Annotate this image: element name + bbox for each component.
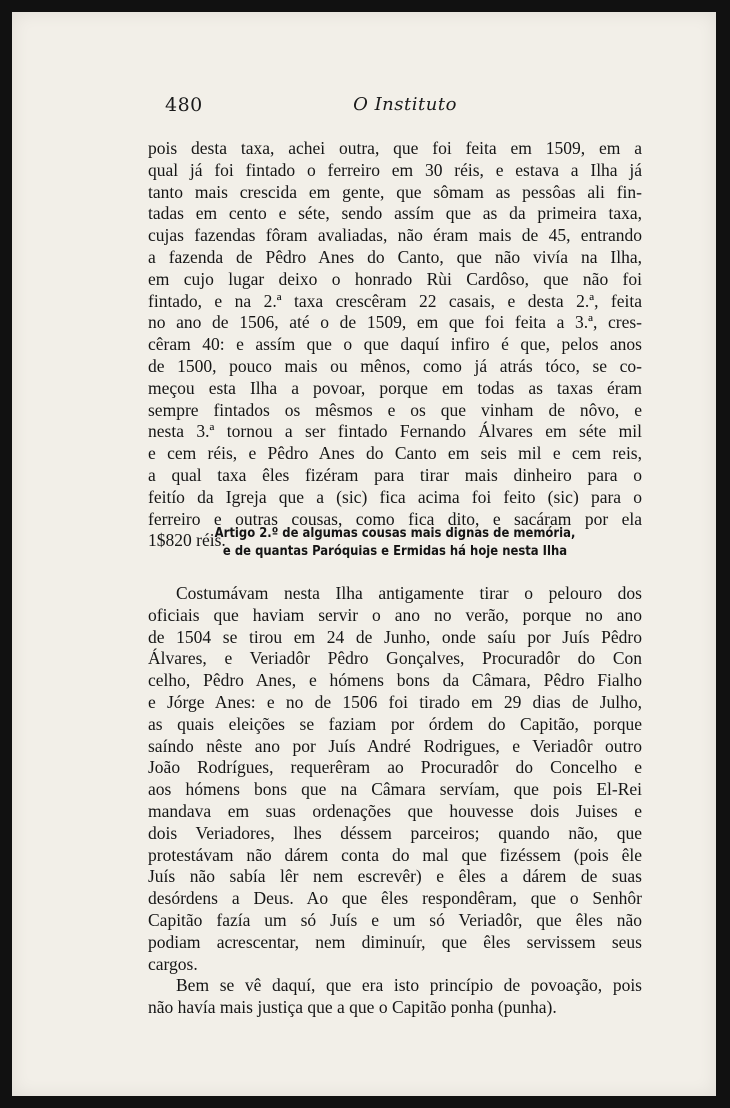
journal-title: O Instituto [353, 94, 457, 115]
text-line: Capitão fazía um só Juís e um só Veriadôr, que êles não [148, 909, 642, 930]
text-line: tanto mais crescida em gente, que sômam as pessôas ali fin- [148, 181, 642, 202]
text-line: pois desta taxa, achei outra, que foi feita em 1509, em a [148, 138, 642, 158]
text-line: Bem se vê daquí, que era isto princípio de povoação, pois [176, 975, 642, 996]
text-line: cujas fazendas fôram avaliadas, não éram mais de 45, entrando [148, 225, 642, 246]
text-line: tadas em cento e séte, sendo assím que as da primeira taxa, [148, 203, 642, 224]
heading-line: e de quantas Paróquias e Ermidas há hoje nesta Ilha [222, 543, 568, 559]
text-line: fintado, e na 2.ª taxa crescêram 22 casais, e desta 2.ª, feita [148, 290, 642, 311]
paragraph-2 [148, 583, 642, 1019]
text-line: no ano de 1506, até o de 1509, em que foi feita a 3.ª, cres- [148, 312, 642, 333]
text-line: aos hómens bons que na Câmara servíam, que pois El-Rei [148, 779, 642, 800]
text-line: não havía mais justiça que a que o Capitão ponha (punha). [148, 997, 557, 1018]
text-line: mandava em suas ordenações que houvesse dois Juises e [148, 800, 642, 821]
text-line: as quais eleições se faziam por órdem do Capitão, porque [148, 713, 642, 734]
text-line: ferreiro e outras cousas, como fica dito, e sacáram por ela [148, 508, 642, 529]
text-line: Juís não sabía lêr nem escrevêr) e êles a dárem de suas [148, 866, 642, 887]
text-line: Álvares, e Veriadôr Pêdro Gonçalves, Procuradôr do Con [148, 648, 642, 669]
text-line: João Rodrígues, requerêram ao Procuradôr do Concelho e [148, 757, 642, 778]
text-line: feitío da Igreja que a (sic) fica acima foi feito (sic) para o [148, 486, 642, 507]
text-line: a fazenda de Pêdro Anes do Canto, que não vivía na Ilha, [148, 246, 642, 267]
text-line: em cujo lugar deixo o honrado Rùi Cardôso, que não foi [148, 268, 642, 289]
text-line: e cem réis, e Pêdro Anes do Canto em seis mil e cem reis, [148, 443, 642, 464]
text-line: meçou esta Ilha a povoar, porque em todas as taxas éram [148, 377, 642, 398]
text-line: podiam acrescentar, nem diminuír, que êles servissem seus [148, 931, 642, 952]
text-line: desórdens a Deus. Ao que êles respondêram, que o Senhôr [148, 888, 642, 909]
text-line: nesta 3.ª tornou a ser fintado Fernando Álvares em séte mil [148, 421, 642, 442]
text-line: a qual taxa êles fizéram para tirar mais dinheiro para o [148, 464, 642, 485]
text-line: 1$820 réis. [148, 530, 226, 551]
text-line: de 1500, pouco mais ou mênos, como já atrás tóco, se co- [148, 355, 642, 376]
paragraph-1 [148, 138, 642, 552]
text-line: celho, Pêdro Anes, e hómens bons da Câmara, Pêdro Fialho [148, 670, 642, 691]
page-number: 480 [165, 94, 203, 116]
book-page [12, 12, 716, 1096]
text-line: cargos. [148, 953, 198, 974]
text-line: Costumávam nesta Ilha antigamente tirar o pelouro dos [176, 583, 642, 603]
text-line: cêram 40: e assím que o que daquí infiro é que, pelos anos [148, 334, 642, 355]
running-head [165, 94, 645, 118]
text-line: dois Veriadores, lhes déssem parceiros; quando não, que [148, 822, 642, 843]
text-line: sempre fintados os mêsmos e os que vinham de nôvo, e [148, 399, 642, 420]
text-line: e Jórge Anes: e no de 1506 foi tirado em 29 dias de Julho, [148, 691, 642, 712]
text-line: saíndo nêste ano por Juís André Rodrigues, e Veriadôr outro [148, 735, 642, 756]
text-line: de 1504 se tirou em 24 de Junho, onde saíu por Juís Pêdro [148, 626, 642, 647]
text-line: protestávam não dárem conta do mal que fizéssem (pois êle [148, 844, 642, 865]
text-line: oficiais que haviam servir o ano no verão, porque no ano [148, 604, 642, 625]
text-line: qual já foi fintado o ferreiro em 30 réis, e estava a Ilha já [148, 159, 642, 180]
heading-line: Artigo 2.º de algumas cousas mais dignas de memória, [214, 525, 576, 541]
article-heading [183, 524, 608, 560]
